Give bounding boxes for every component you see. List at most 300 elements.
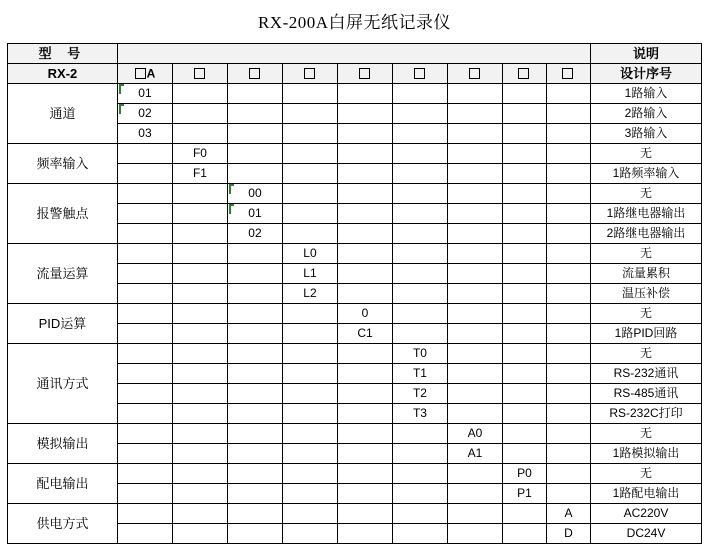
empty-cell [447,204,502,224]
option-desc-4-1: 无 [591,244,702,264]
empty-cell [546,464,590,484]
empty-cell [227,104,282,124]
header-slots-span [117,44,590,64]
empty-cell [502,524,546,544]
option-code-4-2[interactable] [282,264,337,284]
empty-cell [172,284,227,304]
group-label-8: 配电输出 [7,464,117,504]
empty-cell [227,524,282,544]
empty-cell [227,384,282,404]
empty-cell [172,384,227,404]
option-code-text: 02 [248,226,262,240]
empty-cell [282,464,337,484]
option-code-5-1[interactable] [337,304,392,324]
option-code-text: T3 [412,406,427,420]
specification-table [7,43,702,544]
group-label-7: 模拟输出 [7,424,117,464]
empty-cell [447,304,502,324]
empty-cell [227,364,282,384]
empty-cell [337,104,392,124]
empty-cell [227,424,282,444]
empty-cell [117,524,172,544]
empty-cell [502,244,546,264]
option-code-text: L2 [303,286,317,300]
table-row [7,184,701,204]
empty-cell [337,384,392,404]
table-header-row [7,44,701,64]
option-desc-6-1: 无 [591,344,702,364]
empty-cell [172,504,227,524]
option-code-text: C1 [357,326,373,340]
table-row [7,504,701,524]
option-code-text: 00 [248,186,262,200]
empty-cell [392,304,447,324]
empty-cell [447,504,502,524]
table-row [7,344,701,364]
empty-cell [546,204,590,224]
empty-cell [447,184,502,204]
group-label-6: 通讯方式 [7,344,117,424]
empty-cell [546,444,590,464]
empty-cell [447,284,502,304]
checkbox-icon[interactable] [414,68,425,79]
empty-cell [546,184,590,204]
empty-cell [447,324,502,344]
empty-cell [337,124,392,144]
empty-cell [117,184,172,204]
empty-cell [282,344,337,364]
option-code-text: A [564,506,573,520]
empty-cell [447,164,502,184]
empty-cell [227,84,282,104]
empty-cell [117,164,172,184]
empty-cell [502,144,546,164]
option-code-text: D [564,526,573,540]
empty-cell [117,204,172,224]
empty-cell [502,84,546,104]
option-desc-8-2: 1路配电输出 [591,484,702,504]
empty-cell [502,284,546,304]
empty-cell [546,404,590,424]
option-desc-5-2: 1路PID回路 [591,324,702,344]
empty-cell [227,144,282,164]
empty-cell [282,444,337,464]
empty-cell [546,164,590,184]
group-label-4: 流量运算 [7,244,117,304]
empty-cell [172,204,227,224]
empty-cell [337,424,392,444]
empty-cell [502,344,546,364]
option-code-4-3[interactable] [282,284,337,304]
empty-cell [546,324,590,344]
option-desc-4-2: 流量累积 [591,264,702,284]
option-code-2-2[interactable] [172,164,227,184]
empty-cell [227,264,282,284]
slot-box-8[interactable] [502,64,546,84]
empty-cell [117,324,172,344]
slot-box-7[interactable] [447,64,502,84]
checkbox-icon[interactable] [194,68,205,79]
empty-cell [502,364,546,384]
empty-cell [392,244,447,264]
group-label-3: 报警触点 [7,184,117,244]
option-desc-3-3: 2路继电器输出 [591,224,702,244]
empty-cell [392,524,447,544]
empty-cell [172,444,227,464]
empty-cell [447,124,502,144]
empty-cell [502,324,546,344]
empty-cell [502,164,546,184]
empty-cell [282,384,337,404]
empty-cell [337,204,392,224]
option-code-text: T2 [412,386,427,400]
empty-cell [117,504,172,524]
empty-cell [392,444,447,464]
option-code-text: L0 [303,246,317,260]
empty-cell [282,204,337,224]
empty-cell [227,344,282,364]
option-desc-6-2: RS-232通讯 [591,364,702,384]
empty-cell [282,124,337,144]
empty-cell [337,484,392,504]
check-mark-icon [229,204,234,214]
empty-cell [546,344,590,364]
empty-cell [337,244,392,264]
empty-cell [227,304,282,324]
option-code-9-1[interactable] [546,504,590,524]
check-mark-icon [229,184,234,194]
empty-cell [392,264,447,284]
option-code-text: A1 [467,446,483,460]
empty-cell [392,184,447,204]
empty-cell [282,324,337,344]
empty-cell [502,404,546,424]
empty-cell [282,364,337,384]
empty-cell [227,164,282,184]
empty-cell [447,224,502,244]
header-model-label: 型 号 [7,44,117,64]
option-desc-1-1: 1路输入 [591,84,702,104]
empty-cell [282,104,337,124]
empty-cell [117,464,172,484]
empty-cell [502,384,546,404]
empty-cell [172,124,227,144]
option-desc-1-3: 3路输入 [591,124,702,144]
option-code-2-1[interactable] [172,144,227,164]
empty-cell [282,304,337,324]
empty-cell [337,364,392,384]
page-title: RX-200A白屏无纸记录仪 [257,13,452,32]
checkbox-icon[interactable] [135,68,146,79]
empty-cell [282,84,337,104]
table-row [7,464,701,484]
option-desc-1-2: 2路输入 [591,104,702,124]
empty-cell [337,144,392,164]
empty-cell [502,444,546,464]
option-desc-8-1: 无 [591,464,702,484]
empty-cell [447,524,502,544]
empty-cell [337,164,392,184]
empty-cell [392,204,447,224]
option-desc-3-2: 1路继电器输出 [591,204,702,224]
checkbox-icon[interactable] [518,68,529,79]
option-code-text: L1 [303,266,317,280]
option-code-3-2[interactable] [227,204,282,224]
empty-cell [282,524,337,544]
empty-cell [392,284,447,304]
empty-cell [227,124,282,144]
empty-cell [546,224,590,244]
empty-cell [117,404,172,424]
option-code-4-1[interactable] [282,244,337,264]
empty-cell [502,184,546,204]
empty-cell [117,144,172,164]
empty-cell [447,104,502,124]
slot-box-9[interactable] [546,64,590,84]
empty-cell [227,404,282,424]
empty-cell [546,304,590,324]
option-code-3-3[interactable] [227,224,282,244]
option-code-6-3[interactable] [392,384,447,404]
empty-cell [337,504,392,524]
option-desc-9-1: AC220V [591,504,702,524]
empty-cell [447,264,502,284]
empty-cell [337,344,392,364]
group-label-1: 通道 [7,84,117,144]
option-code-text: 03 [138,126,152,140]
empty-cell [392,464,447,484]
slot-box-1[interactable]: A [117,64,172,84]
empty-cell [117,384,172,404]
empty-cell [227,324,282,344]
empty-cell [282,184,337,204]
empty-cell [546,104,590,124]
empty-cell [392,104,447,124]
empty-cell [227,444,282,464]
empty-cell [502,264,546,284]
empty-cell [117,484,172,504]
option-desc-7-1: 无 [591,424,702,444]
empty-cell [392,84,447,104]
empty-cell [392,124,447,144]
option-code-6-4[interactable] [392,404,447,424]
empty-cell [117,444,172,464]
option-desc-3-1: 无 [591,184,702,204]
empty-cell [546,84,590,104]
empty-cell [172,264,227,284]
empty-cell [117,284,172,304]
checkbox-icon[interactable] [359,68,370,79]
check-mark-icon [119,104,124,114]
empty-cell [447,244,502,264]
empty-cell [546,144,590,164]
empty-cell [337,524,392,544]
table-row [7,424,701,444]
empty-cell [546,364,590,384]
empty-cell [282,164,337,184]
empty-cell [502,424,546,444]
empty-cell [117,244,172,264]
empty-cell [392,324,447,344]
option-code-text: 02 [138,106,152,120]
check-mark-icon [119,84,124,94]
option-code-text: 01 [248,206,262,220]
table-basecode-row [7,64,701,84]
slot-box-6[interactable] [392,64,447,84]
empty-cell [546,424,590,444]
checkbox-icon[interactable] [304,68,315,79]
empty-cell [172,404,227,424]
option-code-7-2[interactable] [447,444,502,464]
option-code-text: P1 [517,486,532,500]
option-code-3-1[interactable] [227,184,282,204]
empty-cell [172,104,227,124]
empty-cell [172,484,227,504]
empty-cell [337,224,392,244]
empty-cell [447,144,502,164]
group-label-5: PID运算 [7,304,117,344]
empty-cell [282,424,337,444]
empty-cell [172,524,227,544]
option-code-1-3[interactable] [117,124,172,144]
option-code-6-1[interactable] [392,344,447,364]
empty-cell [227,464,282,484]
slot-box-2[interactable] [172,64,227,84]
empty-cell [447,484,502,504]
empty-cell [172,304,227,324]
empty-cell [447,344,502,364]
empty-cell [172,364,227,384]
option-desc-9-2: DC24V [591,524,702,544]
empty-cell [546,124,590,144]
slot-box-5[interactable] [337,64,392,84]
empty-cell [502,124,546,144]
empty-cell [117,264,172,284]
empty-cell [546,264,590,284]
empty-cell [117,224,172,244]
header-desc-label: 说明 [591,44,702,64]
empty-cell [337,404,392,424]
empty-cell [447,464,502,484]
empty-cell [117,304,172,324]
empty-cell [502,304,546,324]
empty-cell [337,444,392,464]
option-code-text: F0 [192,146,207,160]
empty-cell [282,404,337,424]
empty-cell [392,164,447,184]
table-row [7,84,701,104]
slot-box-4[interactable] [282,64,337,84]
table-row [7,144,701,164]
option-code-text: F1 [192,166,207,180]
empty-cell [337,184,392,204]
empty-cell [546,384,590,404]
empty-cell [392,504,447,524]
empty-cell [282,224,337,244]
option-code-text: T0 [412,346,427,360]
base-code: RX-2 [7,64,117,84]
empty-cell [172,344,227,364]
empty-cell [227,484,282,504]
empty-cell [447,364,502,384]
empty-cell [447,404,502,424]
empty-cell [337,464,392,484]
option-code-text: P0 [517,466,532,480]
empty-cell [546,284,590,304]
option-desc-6-3: RS-485通讯 [591,384,702,404]
table-row [7,304,701,324]
empty-cell [227,284,282,304]
empty-cell [117,364,172,384]
empty-cell [172,244,227,264]
slot-box-3[interactable] [227,64,282,84]
group-label-2: 频率输入 [7,144,117,184]
option-code-text: 0 [361,306,369,320]
option-code-8-1[interactable] [502,464,546,484]
empty-cell [117,344,172,364]
empty-cell [546,484,590,504]
empty-cell [502,504,546,524]
table-row [7,244,701,264]
empty-cell [337,264,392,284]
empty-cell [392,484,447,504]
option-code-text: T1 [412,366,427,380]
empty-cell [172,184,227,204]
base-desc: 设计序号 [591,64,702,84]
option-desc-5-1: 无 [591,304,702,324]
checkbox-icon[interactable] [249,68,260,79]
option-code-text: A0 [467,426,483,440]
empty-cell [172,224,227,244]
option-desc-2-1: 无 [591,144,702,164]
checkbox-icon[interactable] [469,68,480,79]
empty-cell [172,424,227,444]
empty-cell [447,384,502,404]
option-code-7-1[interactable] [447,424,502,444]
option-code-9-2[interactable] [546,524,590,544]
option-code-1-2[interactable] [117,104,172,124]
empty-cell [447,84,502,104]
empty-cell [172,464,227,484]
empty-cell [546,244,590,264]
empty-cell [282,144,337,164]
option-desc-7-2: 1路模拟输出 [591,444,702,464]
option-desc-6-4: RS-232C打印 [591,404,702,424]
option-code-8-2[interactable] [502,484,546,504]
empty-cell [282,504,337,524]
empty-cell [282,484,337,504]
option-desc-2-2: 1路频率输入 [591,164,702,184]
option-code-1-1[interactable] [117,84,172,104]
option-code-6-2[interactable] [392,364,447,384]
empty-cell [502,104,546,124]
option-code-text: 01 [138,86,152,100]
empty-cell [227,504,282,524]
empty-cell [392,144,447,164]
group-label-9: 供电方式 [7,504,117,544]
empty-cell [337,84,392,104]
checkbox-icon[interactable] [562,68,573,79]
empty-cell [172,324,227,344]
empty-cell [502,204,546,224]
empty-cell [392,424,447,444]
empty-cell [227,244,282,264]
option-desc-4-3: 温压补偿 [591,284,702,304]
option-code-5-2[interactable] [337,324,392,344]
empty-cell [117,424,172,444]
empty-cell [392,224,447,244]
empty-cell [337,284,392,304]
